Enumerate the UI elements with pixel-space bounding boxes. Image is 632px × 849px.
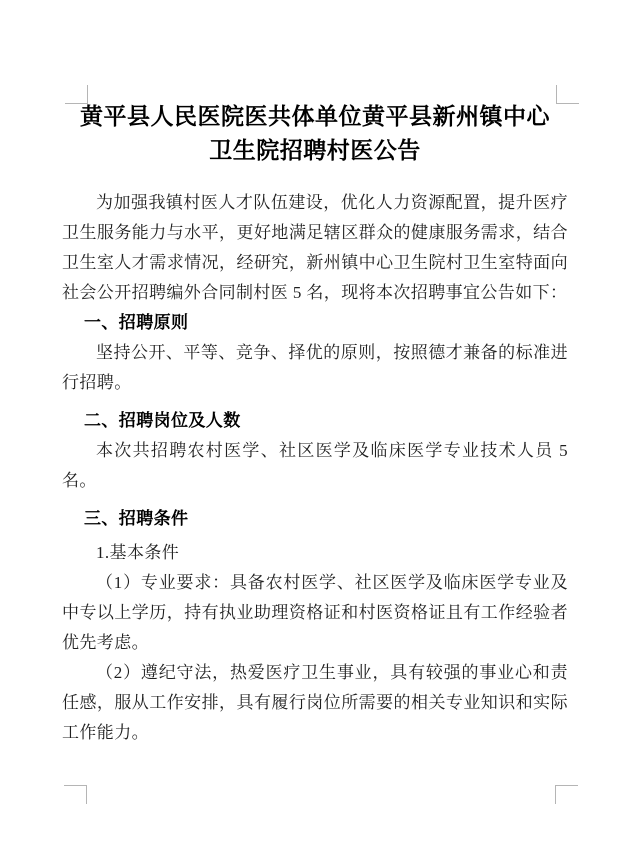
intro-paragraph: 为加强我镇村医人才队伍建设，优化人力资源配置，提升医疗卫生服务能力与水平，更好地满足辖区群众的健康服务需求，结合卫生室人才需求情况，经研究，新州镇中心卫生院村卫生室特面向社会公开招聘编外合同制村医 5 名，现将本次招聘事宜公告如下： [62,193,568,302]
crop-mark-bottom-right [555,785,578,804]
document-title [62,100,568,168]
section-2-paragraph: 本次共招聘农村医学、社区医学及临床医学专业技术人员 5 名。 [62,441,568,490]
section-recruitment-principles [62,308,568,398]
document-body [62,100,568,748]
section-3-paragraph-1: （1）专业要求：具备农村医学、社区医学及临床医学专业及中专以上学历，持有执业助理资格证和村医资格证且有工作经验者优先考虑。 [62,573,568,652]
crop-mark-bottom-left [64,785,87,804]
section-recruitment-requirements [62,504,568,748]
section-positions-and-headcount [62,406,568,496]
subheading-basic-requirements: 1.基本条件 [96,543,180,562]
section-heading-3: 三、招聘条件 [84,509,189,528]
document-title-line-2: 卫生院招聘村医公告 [209,138,421,163]
section-heading-1: 一、招聘原则 [84,313,189,332]
section-1-paragraph: 坚持公开、平等、竞争、择优的原则，按照德才兼备的标准进行招聘。 [62,343,568,392]
document-title-line-1: 黄平县人民医院医共体单位黄平县新州镇中心 [80,104,550,129]
section-heading-2: 二、招聘岗位及人数 [84,411,241,430]
section-3-paragraph-2: （2）遵纪守法，热爱医疗卫生事业，具有较强的事业心和责任感，服从工作安排，具有履行岗位所需要的相关专业知识和实际工作能力。 [62,663,568,742]
